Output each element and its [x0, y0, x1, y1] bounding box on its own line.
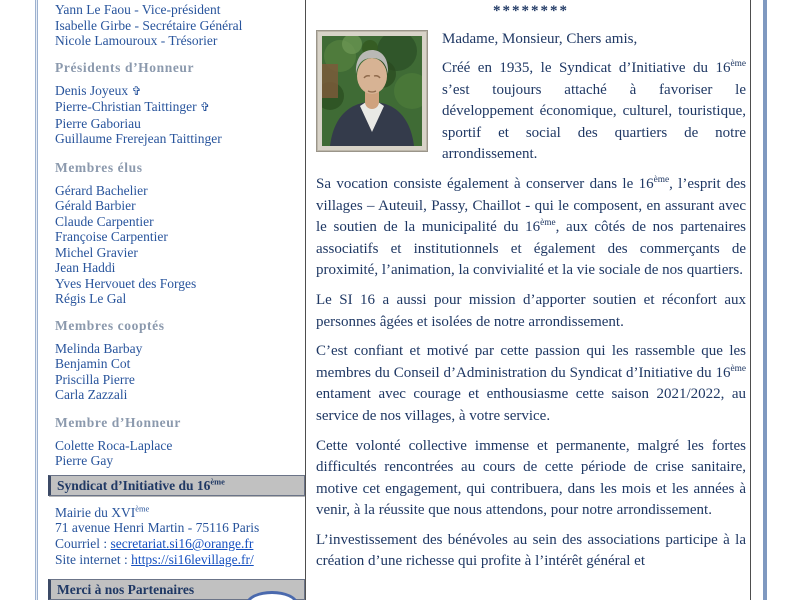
- section-title-elected-members: Membres élus: [55, 159, 143, 175]
- honorary-president: [48, 83, 305, 100]
- elected-member: Jean Haddi: [55, 260, 116, 275]
- page-border-right: [763, 0, 767, 600]
- honor-member: Colette Roca-Laplace: [55, 437, 173, 453]
- letter-box-border-right: [750, 0, 751, 600]
- honorary-president: [48, 99, 305, 116]
- honorary-president: Guillaume Frerejean Taittinger: [55, 131, 222, 146]
- coopted-member: Melinda Barbay: [55, 340, 143, 356]
- member-name: Pierre-Christian Taittinger: [55, 99, 197, 114]
- salutation: Madame, Monsieur, Chers amis,: [442, 31, 638, 47]
- memorial-cross-icon: ✞: [200, 100, 211, 114]
- letter-paragraph: C’est confiant et motivé par cette passion qui les rassemble que les membres du Conseil d’Administration du Syndicat d’Initiative du 16ème entament avec courage et enthousiasme cette saison 2021/2022, au service de nos villages, à votre service.: [316, 343, 746, 424]
- coopted-member: Carla Zazzali: [55, 387, 128, 402]
- address-line-org: Mairie du XVIème: [55, 504, 150, 520]
- president-photo: [316, 30, 428, 152]
- elected-member: Régis Le Gal: [55, 291, 127, 306]
- asterisk-separator: ********: [493, 3, 569, 19]
- bureau-member: Isabelle Girbe - Secrétaire Général: [55, 17, 243, 33]
- address-line-website: [48, 552, 305, 568]
- elected-member: Gérard Bachelier: [55, 182, 148, 198]
- coopted-member: Priscilla Pierre: [55, 371, 135, 387]
- email-link[interactable]: secretariat.si16@orange.fr: [110, 536, 254, 552]
- address-block: [48, 505, 305, 568]
- bureau-member: Nicole Lamouroux - Trésorier: [55, 33, 218, 48]
- coopted-member: Benjamin Cot: [55, 356, 131, 371]
- letter-paragraph: L’investissement des bénévoles au sein des associations participe à la création d’une richesse qui profite à l’intérêt général et: [316, 531, 746, 570]
- letter-paragraph: Cette volonté collective immense et permanente, malgré les fortes difficultés rencontrées au cours de cette période de crise sanitaire, motive cet engagement, qui contribuera, dans les mois et les années à venir, à la réussite que nous attendons, pour notre arrondissement.: [316, 437, 746, 519]
- president-letter: [305, 0, 750, 581]
- section-title-honorary-presidents: Présidents d’Honneur: [55, 59, 195, 75]
- email-label: Courriel :: [55, 536, 111, 552]
- honor-member: Pierre Gay: [55, 453, 114, 468]
- letter-paragraph: Sa vocation consiste également à conserver dans le 16ème, l’esprit des villages – Auteuil, Passy, Chaillot - qui le composent, en assurant avec le soutien de la municipalité du 16ème, aux côtés de nos partenaires associatifs et institutionnels et également des commerçants de proximité, l’animation, la convivialité et la vie sociale de nos quartiers.: [316, 174, 747, 279]
- bureau-member: Yann Le Faou - Vice-président: [55, 2, 221, 17]
- letter-paragraph: Créé en 1935, le Syndicat d’Initiative du 16ème s’est toujours attaché à favoriser le développement économique, culturel, touristique, sportif et social des quartiers de notre arrondissement.: [442, 59, 746, 163]
- elected-member: Françoise Carpentier: [55, 229, 168, 244]
- address-line-street: 71 avenue Henri Martin - 75116 Paris: [55, 520, 260, 536]
- section-title-honor-member: Membre d’Honneur: [55, 414, 181, 430]
- memorial-cross-icon: ✞: [131, 83, 142, 98]
- elected-member: Claude Carpentier: [55, 213, 154, 229]
- section-title-coopted-members: Membres cooptés: [55, 317, 165, 333]
- letter-paragraph: Le SI 16 a aussi pour mission d’apporter soutien et réconfort aux personnes âgées et isolées de notre arrondissement.: [316, 291, 746, 330]
- org-title-bar: Syndicat d’Initiative du 16ème: [48, 475, 305, 496]
- website-link[interactable]: https://si16levillage.fr/: [131, 551, 254, 567]
- elected-member: Gérald Barbier: [55, 198, 136, 213]
- address-line-email: [48, 536, 305, 552]
- sidebar-members: [48, 2, 305, 600]
- president-photo-image: [322, 36, 422, 146]
- honorary-president: Pierre Gaboriau: [55, 115, 141, 131]
- elected-member: Michel Gravier: [55, 244, 138, 260]
- elected-member: Yves Hervouet des Forges: [55, 275, 197, 291]
- member-name: Denis Joyeux: [55, 82, 129, 98]
- website-label: Site internet :: [55, 551, 132, 567]
- page-border-left: [35, 0, 38, 600]
- partners-title-bar: Merci à nos Partenaires: [48, 579, 305, 600]
